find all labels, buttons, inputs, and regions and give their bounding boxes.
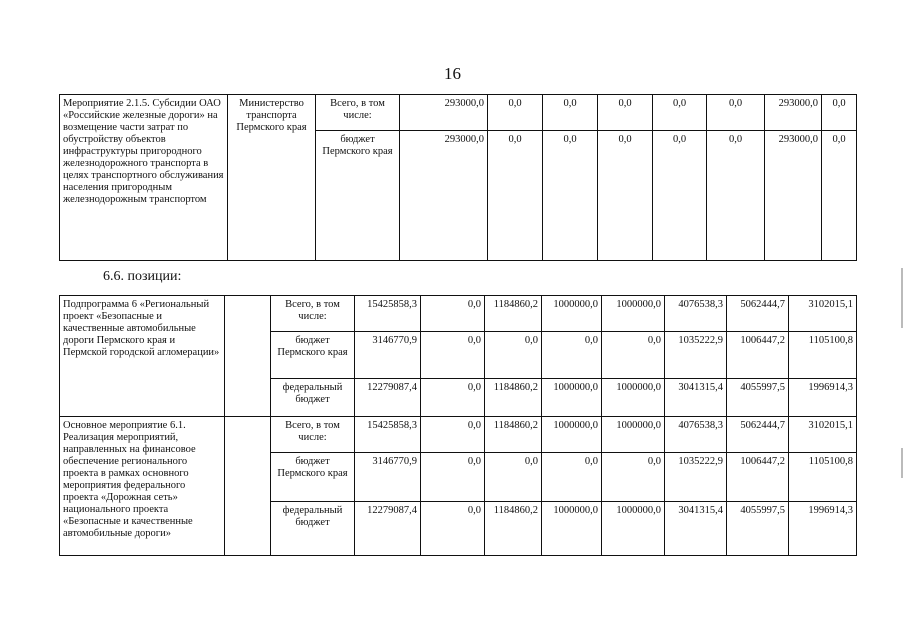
value-cell: 0,0 [485,453,542,502]
value-cell: 0,0 [421,417,485,453]
value-cell: 3102015,1 [789,417,857,453]
value-cell: 0,0 [822,95,857,131]
value-cell: 1000000,0 [602,379,665,417]
value-cell: 0,0 [542,332,602,379]
value-cell: 0,0 [488,131,543,261]
value-cell: 0,0 [653,131,707,261]
value-cell: 15425858,3 [355,296,421,332]
value-cell: 0,0 [488,95,543,131]
value-cell: 293000,0 [400,95,488,131]
value-cell: 0,0 [421,453,485,502]
value-cell: 293000,0 [765,95,822,131]
value-cell: 1000000,0 [542,379,602,417]
subprogram-6-table [59,295,857,556]
value-cell: 0,0 [485,332,542,379]
funding-source: бюджет Пермского края [316,131,400,261]
value-cell: 1035222,9 [665,332,727,379]
value-cell: 0,0 [653,95,707,131]
value-cell: 0,0 [421,296,485,332]
value-cell: 12279087,4 [355,379,421,417]
section-heading: 6.6. позиции: [103,269,182,284]
value-cell: 1000000,0 [542,502,602,556]
value-cell: 293000,0 [765,131,822,261]
table-row [60,296,857,332]
page-number: 16 [444,64,461,83]
table-row [60,95,857,131]
value-cell: 1000000,0 [542,296,602,332]
value-cell: 1184860,2 [485,296,542,332]
value-cell: 293000,0 [400,131,488,261]
value-cell: 1000000,0 [542,417,602,453]
value-cell: 5062444,7 [727,296,789,332]
value-cell: 1105100,8 [789,453,857,502]
block-description: Подпрограмма 6 «Региональный проект «Безопасные и качественные автомобильные дороги Пермского края и Пермской городской агломерации» [60,296,225,417]
value-cell: 4076538,3 [665,417,727,453]
value-cell: 0,0 [602,453,665,502]
executor-cell [225,296,271,417]
executor-cell: Министерство транспорта Пермского края [228,95,316,261]
value-cell: 1000000,0 [602,417,665,453]
value-cell: 1035222,9 [665,453,727,502]
value-cell: 0,0 [822,131,857,261]
value-cell: 1996914,3 [789,502,857,556]
value-cell: 0,0 [602,332,665,379]
value-cell: 1006447,2 [727,332,789,379]
block-description: Основное мероприятие 6.1. Реализация мероприятий, направленных на финансовое обеспечение регионального проекта в рамках основного мероприятия федерального проекта «Дорожная сеть» национального проекта «Безопасные и качественные автомобильные дороги» [60,417,225,556]
value-cell: 0,0 [542,453,602,502]
value-cell: 3146770,9 [355,453,421,502]
value-cell: 1006447,2 [727,453,789,502]
value-cell: 0,0 [543,95,598,131]
value-cell: 0,0 [421,332,485,379]
measure-2-1-5-table [59,94,857,261]
scan-artifact [901,448,903,478]
executor-cell [225,417,271,556]
scan-artifact [901,268,903,328]
value-cell: 1184860,2 [485,502,542,556]
value-cell: 1000000,0 [602,296,665,332]
funding-source: бюджет Пермского края [271,453,355,502]
value-cell: 3146770,9 [355,332,421,379]
value-cell: 5062444,7 [727,417,789,453]
value-cell: 0,0 [598,95,653,131]
value-cell: 4055997,5 [727,379,789,417]
value-cell: 4055997,5 [727,502,789,556]
value-cell: 0,0 [421,379,485,417]
value-cell: 4076538,3 [665,296,727,332]
value-cell: 0,0 [707,95,765,131]
value-cell: 1000000,0 [602,502,665,556]
value-cell: 12279087,4 [355,502,421,556]
funding-source: Всего, в том числе: [316,95,400,131]
value-cell: 1184860,2 [485,379,542,417]
funding-source: бюджет Пермского края [271,332,355,379]
value-cell: 0,0 [707,131,765,261]
value-cell: 3041315,4 [665,502,727,556]
value-cell: 0,0 [421,502,485,556]
value-cell: 3041315,4 [665,379,727,417]
value-cell: 1184860,2 [485,417,542,453]
funding-source: Всего, в том числе: [271,296,355,332]
funding-source: федеральный бюджет [271,502,355,556]
table-row [60,417,857,453]
value-cell: 1996914,3 [789,379,857,417]
value-cell: 1105100,8 [789,332,857,379]
value-cell: 3102015,1 [789,296,857,332]
funding-source: Всего, в том числе: [271,417,355,453]
value-cell: 0,0 [543,131,598,261]
value-cell: 15425858,3 [355,417,421,453]
funding-source: федеральный бюджет [271,379,355,417]
measure-description: Мероприятие 2.1.5. Субсидии ОАО «Российские железные дороги» на возмещение части затрат по обустройству объектов инфраструктуры пригородного железнодорожного транспорта в целях транспортного обслуживания населения пригородным железнодорожным транспортом [60,95,228,261]
value-cell: 0,0 [598,131,653,261]
